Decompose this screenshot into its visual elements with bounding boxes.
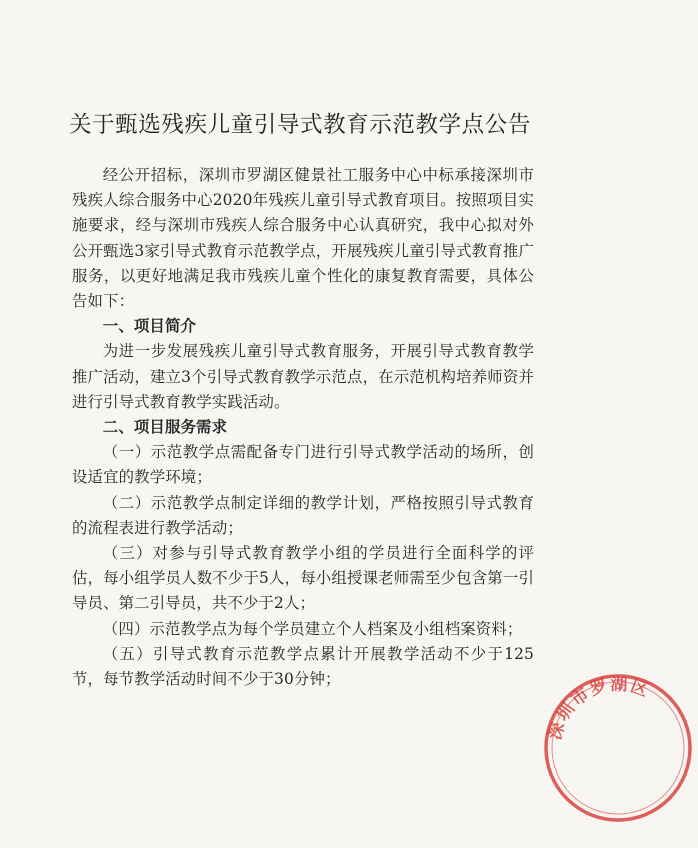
section-heading-service-requirements: 二、项目服务需求: [102, 418, 228, 437]
svg-text:深圳市罗湖区: [545, 674, 652, 742]
project-intro-paragraph: 为进一步发展残疾儿童引导式教育服务，开展引导式教育教学推广活动，建立3个引导式教育教学示范点，在示范机构培养师资并进行引导式教育教学实践活动。: [72, 342, 534, 411]
document-body: [72, 163, 534, 692]
section-heading-project-intro: 一、项目简介: [102, 317, 197, 336]
requirement-item-2: （二）示范教学点制定详细的教学计划，严格按照引导式教育的流程表进行教学活动；: [72, 493, 534, 537]
official-seal-stamp: [538, 668, 698, 828]
requirement-item-5: （五）引导式教育示范教学点累计开展教学活动不少于125节，每节教学活动时间不少于30分钟；: [72, 644, 534, 689]
intro-paragraph: 经公开招标，深圳市罗湖区健景社工服务中心中标承接深圳市残疾人综合服务中心2020年残疾儿童引导式教育项目。按照项目实施要求，经与深圳市残疾人综合服务中心认真研究，我中心拟对外公开甄选3家引导式教育示范教学点，开展残疾儿童引导式教育推广服务，以更好地满足我市残疾儿童个性化的康复教育需要，具体公告如下：: [72, 166, 534, 311]
document-title: 关于甄选残疾儿童引导式教育示范教学点公告: [68, 112, 531, 138]
requirement-item-1: （一）示范教学点需配备专门进行引导式教学活动的场所，创设适宜的教学环境；: [72, 443, 534, 487]
seal-lettering: 深圳市罗湖区: [545, 674, 653, 743]
requirement-item-4: （四）示范教学点为每个学员建立个人档案及小组档案资料；: [102, 619, 523, 638]
requirement-item-3: （三）对参与引导式教育教学小组的学员进行全面科学的评估，每小组学员人数不少于5人，每小组授课老师需至少包含第一引导员、第二引导员，共不少于2人；: [72, 544, 534, 613]
